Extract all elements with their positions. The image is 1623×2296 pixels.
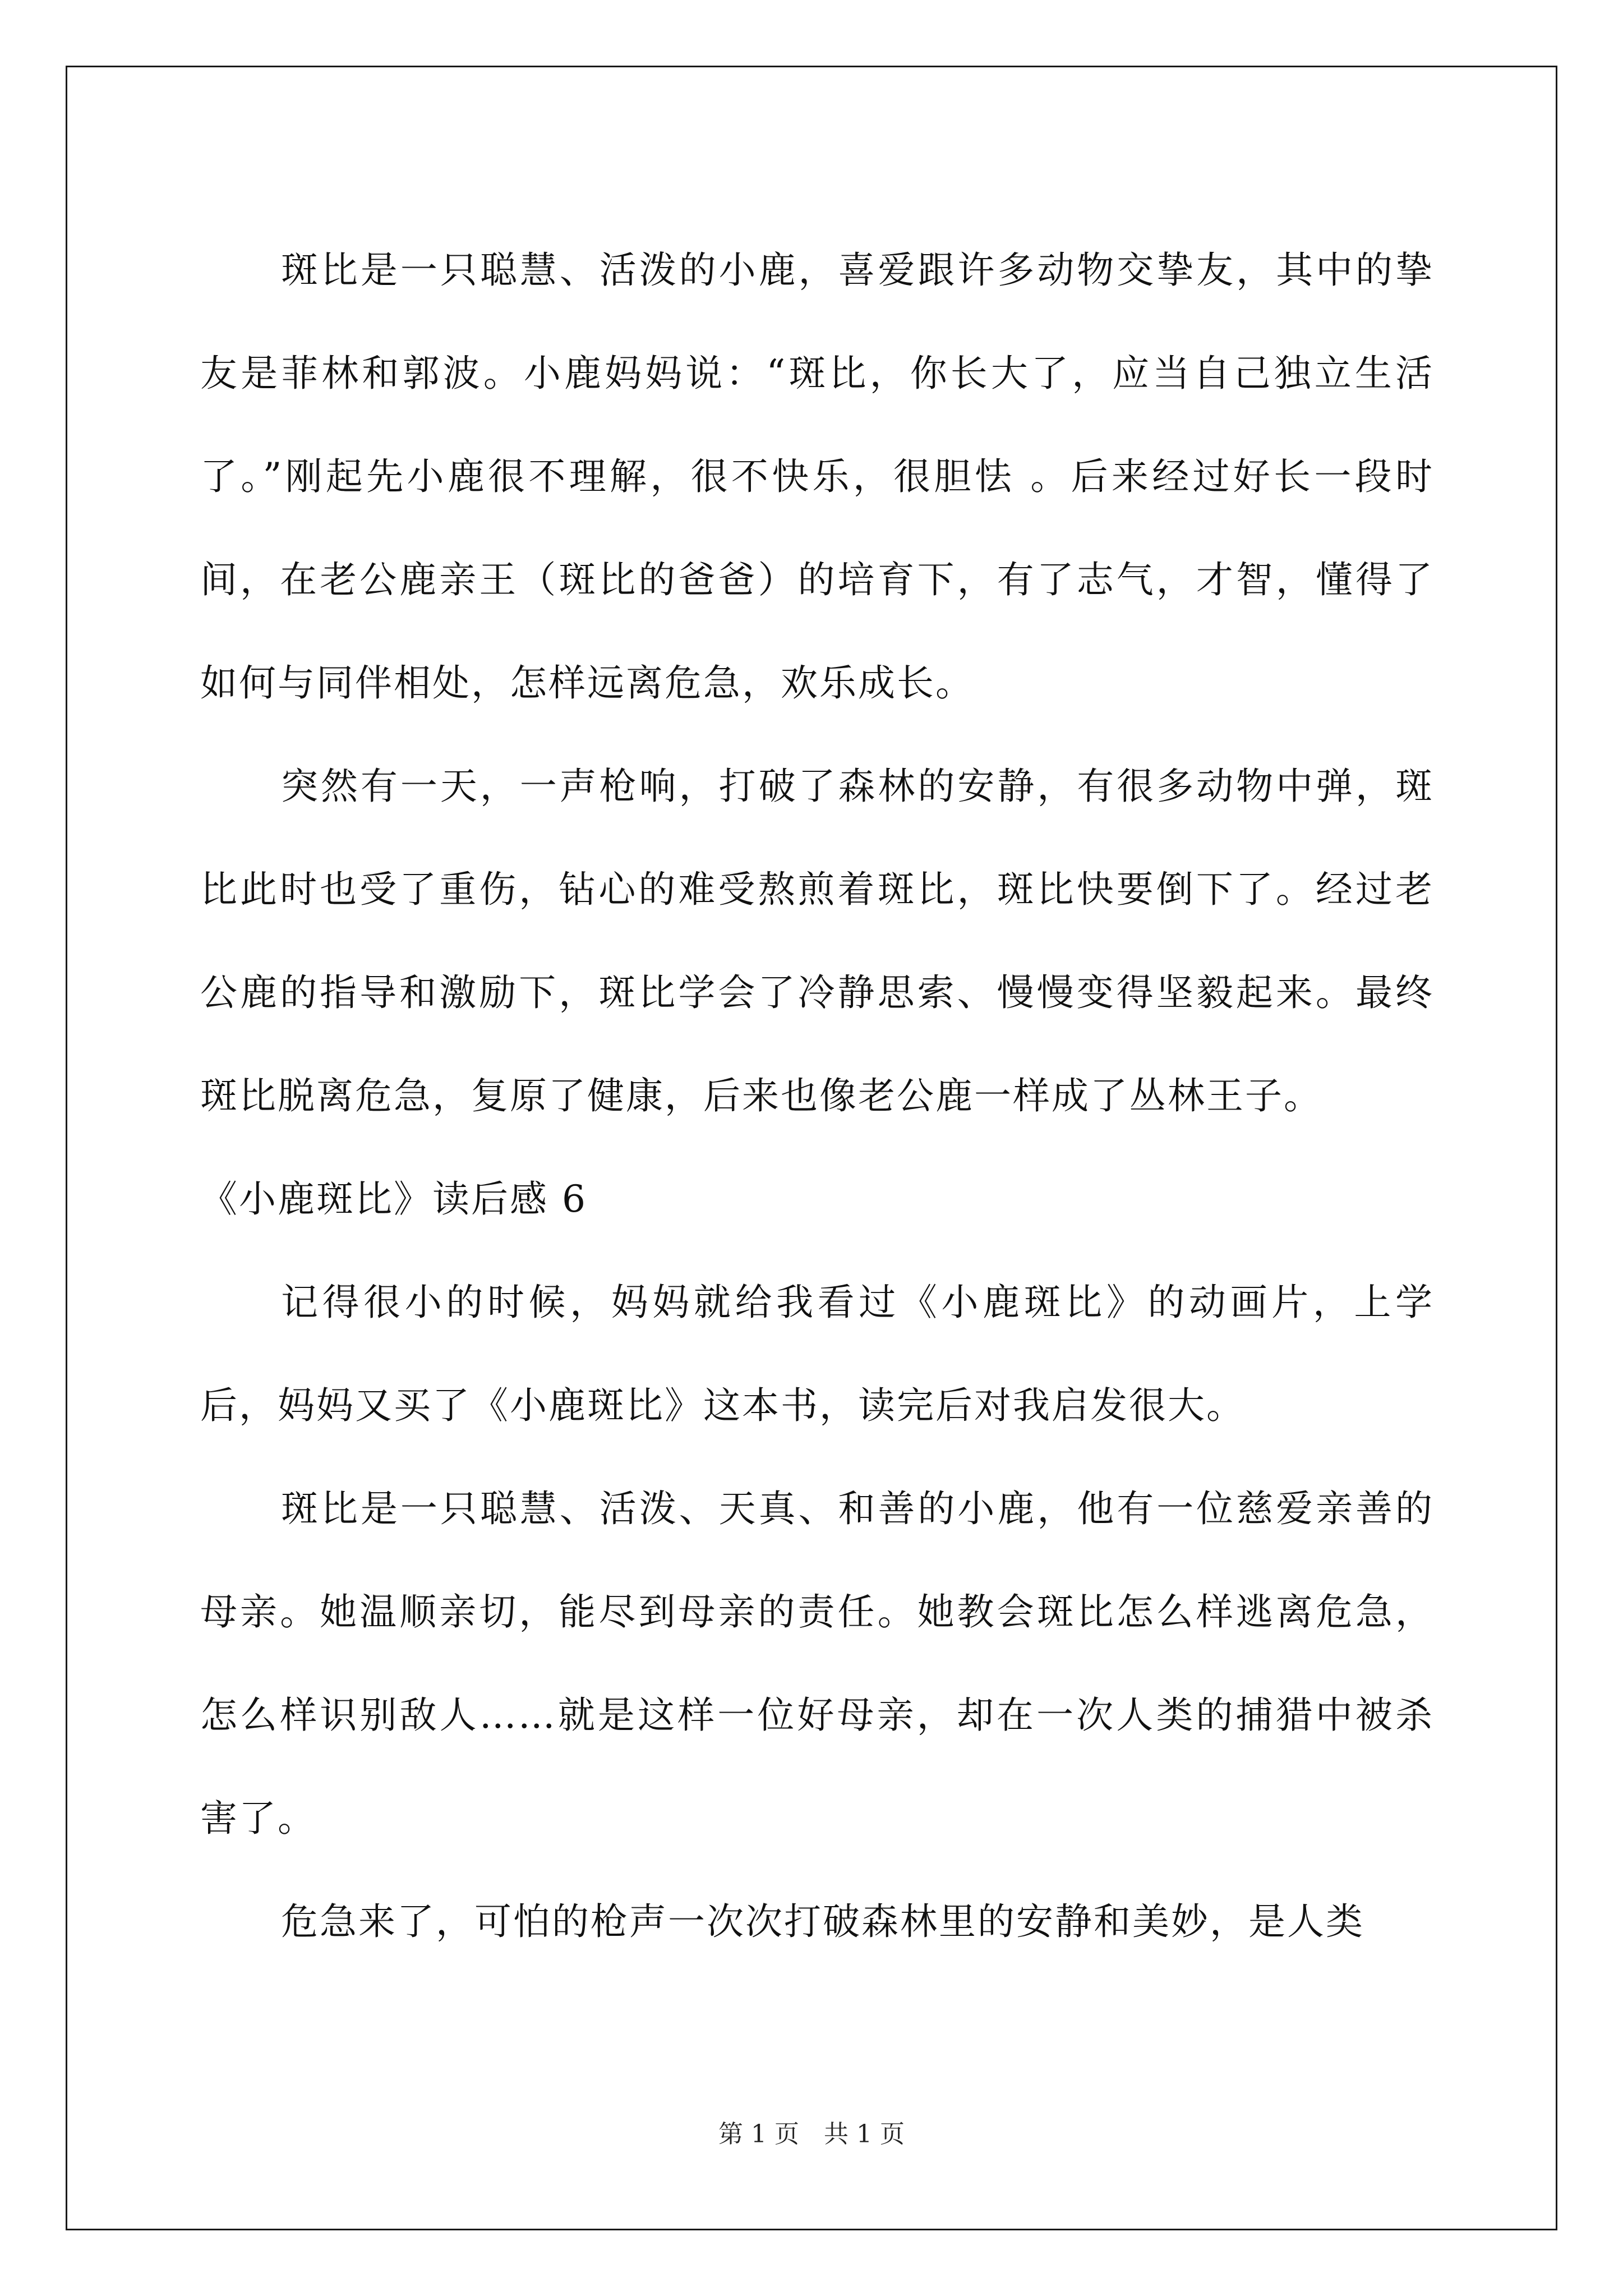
paragraph-3: 记得很小的时候，妈妈就给我看过《小鹿斑比》的动画片，上学后，妈妈又买了《小鹿斑比》这本书，读完后对我启发很大。 [200,1281,1434,1427]
paragraph-2: 突然有一天，一声枪响，打破了森林的安静，有很多动物中弹，斑比此时也受了重伤，钻心的难受熬煎着斑比，斑比快要倒下了。经过老公鹿的指导和激励下，斑比学会了冷静思索、慢慢变得坚毅起来。最终斑比脱离危急，复原了健康，后来也像老公鹿一样成了丛林王子。 [200,765,1434,1117]
page-footer: 第 1 页 共 1 页 [718,2120,905,2148]
paragraph-5: 危急来了，可怕的枪声一次次打破森林里的安静和美妙，是人类 [281,1900,1364,1943]
paragraph-1: 斑比是一只聪慧、活泼的小鹿，喜爱跟许多动物交挚友，其中的挚友是菲林和郭波。小鹿妈妈说：“斑比，你长大了，应当自己独立生活了。”刚起先小鹿很不理解，很不快乐，很胆怯 。后来经过好长一段时间，在老公鹿亲王（斑比的爸爸）的培育下，有了志气，才智，懂得了如何与同伴相处，怎样远离危急，欢乐成长。 [200,249,1434,705]
document-body [200,219,1434,1973]
section-heading: 《小鹿斑比》读后感 6 [200,1177,587,1221]
paragraph-4: 斑比是一只聪慧、活泼、天真、和善的小鹿，他有一位慈爱亲善的母亲。她温顺亲切，能尽到母亲的责任。她教会斑比怎么样逃离危急，怎么样识别敌人……就是这样一位好母亲，却在一次人类的捕猎中被杀害了。 [200,1487,1434,1840]
